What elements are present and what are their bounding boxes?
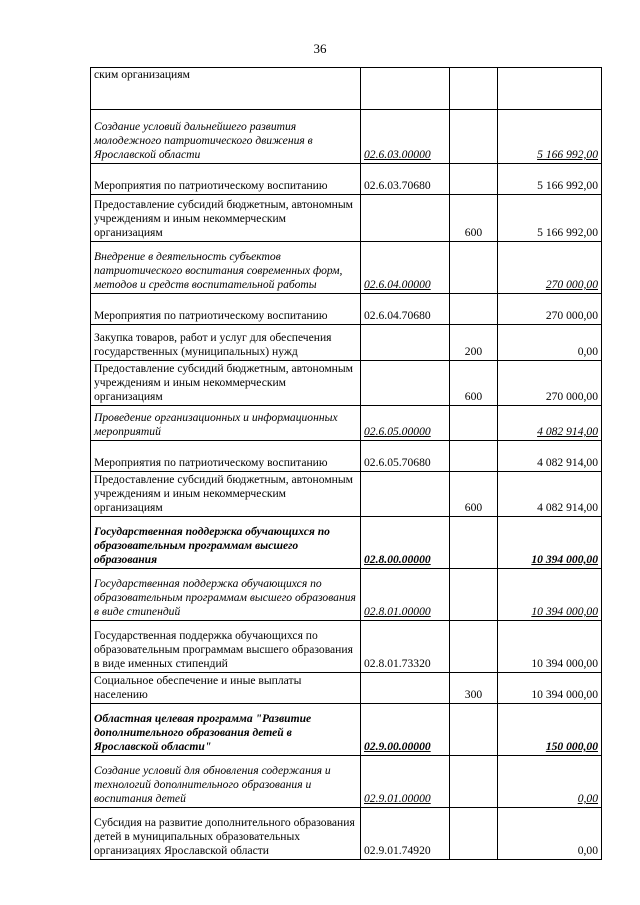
row-code: 02.6.04.00000	[361, 242, 450, 294]
row-description: Создание условий дальнейшего развития молодежного патриотического движения в Ярославской области	[91, 110, 361, 164]
table-row	[91, 808, 602, 860]
table-row	[91, 164, 602, 195]
row-description: Государственная поддержка обучающихся по образовательным программам высшего образования	[91, 517, 361, 569]
row-code	[361, 195, 450, 242]
budget-table	[90, 67, 602, 860]
table-row	[91, 195, 602, 242]
table-row	[91, 621, 602, 673]
row-amount: 10 394 000,00	[498, 517, 602, 569]
row-amount	[498, 68, 602, 110]
row-amount: 0,00	[498, 756, 602, 808]
table-row	[91, 294, 602, 325]
row-description: Мероприятия по патриотическому воспитанию	[91, 164, 361, 195]
row-code	[361, 361, 450, 406]
table-row	[91, 704, 602, 756]
row-code	[361, 325, 450, 361]
row-code: 02.6.03.00000	[361, 110, 450, 164]
row-amount: 4 082 914,00	[498, 406, 602, 441]
table-row	[91, 110, 602, 164]
row-amount: 10 394 000,00	[498, 673, 602, 704]
row-description: Государственная поддержка обучающихся по образовательным программам высшего образования в виде именных стипендий	[91, 621, 361, 673]
row-description: Предоставление субсидий бюджетным, автономным учреждениям и иным некоммерческим организациям	[91, 361, 361, 406]
row-code: 02.6.04.70680	[361, 294, 450, 325]
row-code: 02.9.00.00000	[361, 704, 450, 756]
row-description: Мероприятия по патриотическому воспитанию	[91, 294, 361, 325]
row-code: 02.6.03.70680	[361, 164, 450, 195]
row-amount: 270 000,00	[498, 361, 602, 406]
table-row	[91, 68, 602, 110]
row-expense-type	[450, 110, 498, 164]
row-expense-type	[450, 406, 498, 441]
row-description: Внедрение в деятельность субъектов патриотического воспитания современных форм, методов и средств воспитательной работы	[91, 242, 361, 294]
table-row	[91, 242, 602, 294]
row-description: Субсидия на развитие дополнительного образования детей в муниципальных образовательных организациях Ярославской области	[91, 808, 361, 860]
table-row	[91, 673, 602, 704]
table-row	[91, 361, 602, 406]
row-code: 02.8.00.00000	[361, 517, 450, 569]
row-amount: 5 166 992,00	[498, 110, 602, 164]
row-description: Предоставление субсидий бюджетным, автономным учреждениям и иным некоммерческим организациям	[91, 472, 361, 517]
page-number: 36	[313, 41, 327, 56]
row-expense-type	[450, 621, 498, 673]
row-description: Социальное обеспечение и иные выплаты населению	[91, 673, 361, 704]
row-expense-type	[450, 164, 498, 195]
table-row	[91, 569, 602, 621]
row-expense-type	[450, 569, 498, 621]
row-code: 02.9.01.74920	[361, 808, 450, 860]
row-description: Мероприятия по патриотическому воспитанию	[91, 441, 361, 472]
row-amount: 0,00	[498, 808, 602, 860]
row-code: 02.9.01.00000	[361, 756, 450, 808]
row-expense-type: 600	[450, 361, 498, 406]
table-row	[91, 517, 602, 569]
row-expense-type	[450, 294, 498, 325]
row-amount: 150 000,00	[498, 704, 602, 756]
row-expense-type	[450, 441, 498, 472]
row-code	[361, 472, 450, 517]
table-row	[91, 406, 602, 441]
row-description: Проведение организационных и информационных мероприятий	[91, 406, 361, 441]
row-expense-type	[450, 242, 498, 294]
row-expense-type: 300	[450, 673, 498, 704]
row-amount: 4 082 914,00	[498, 472, 602, 517]
row-expense-type: 600	[450, 195, 498, 242]
row-amount: 5 166 992,00	[498, 195, 602, 242]
row-expense-type	[450, 808, 498, 860]
row-amount: 5 166 992,00	[498, 164, 602, 195]
row-description: Предоставление субсидий бюджетным, автономным учреждениям и иным некоммерческим организациям	[91, 195, 361, 242]
row-description: Областная целевая программа "Развитие дополнительного образования детей в Ярославской области"	[91, 704, 361, 756]
row-code	[361, 673, 450, 704]
row-amount: 10 394 000,00	[498, 569, 602, 621]
table-row	[91, 325, 602, 361]
row-code: 02.6.05.70680	[361, 441, 450, 472]
row-code: 02.8.01.00000	[361, 569, 450, 621]
row-description: Закупка товаров, работ и услуг для обеспечения государственных (муниципальных) нужд	[91, 325, 361, 361]
row-code: 02.6.05.00000	[361, 406, 450, 441]
row-expense-type	[450, 68, 498, 110]
table-row	[91, 472, 602, 517]
row-amount: 4 082 914,00	[498, 441, 602, 472]
row-code	[361, 68, 450, 110]
row-expense-type	[450, 704, 498, 756]
table-row	[91, 441, 602, 472]
row-expense-type	[450, 517, 498, 569]
row-amount: 270 000,00	[498, 294, 602, 325]
row-expense-type: 600	[450, 472, 498, 517]
row-amount: 10 394 000,00	[498, 621, 602, 673]
row-amount: 270 000,00	[498, 242, 602, 294]
row-expense-type	[450, 756, 498, 808]
row-description: Создание условий для обновления содержания и технологий дополнительного образования и воспитания детей	[91, 756, 361, 808]
row-description: ским организациям	[91, 68, 361, 110]
row-description: Государственная поддержка обучающихся по образовательным программам высшего образования в виде стипендий	[91, 569, 361, 621]
table-row	[91, 756, 602, 808]
row-code: 02.8.01.73320	[361, 621, 450, 673]
row-amount: 0,00	[498, 325, 602, 361]
row-expense-type: 200	[450, 325, 498, 361]
